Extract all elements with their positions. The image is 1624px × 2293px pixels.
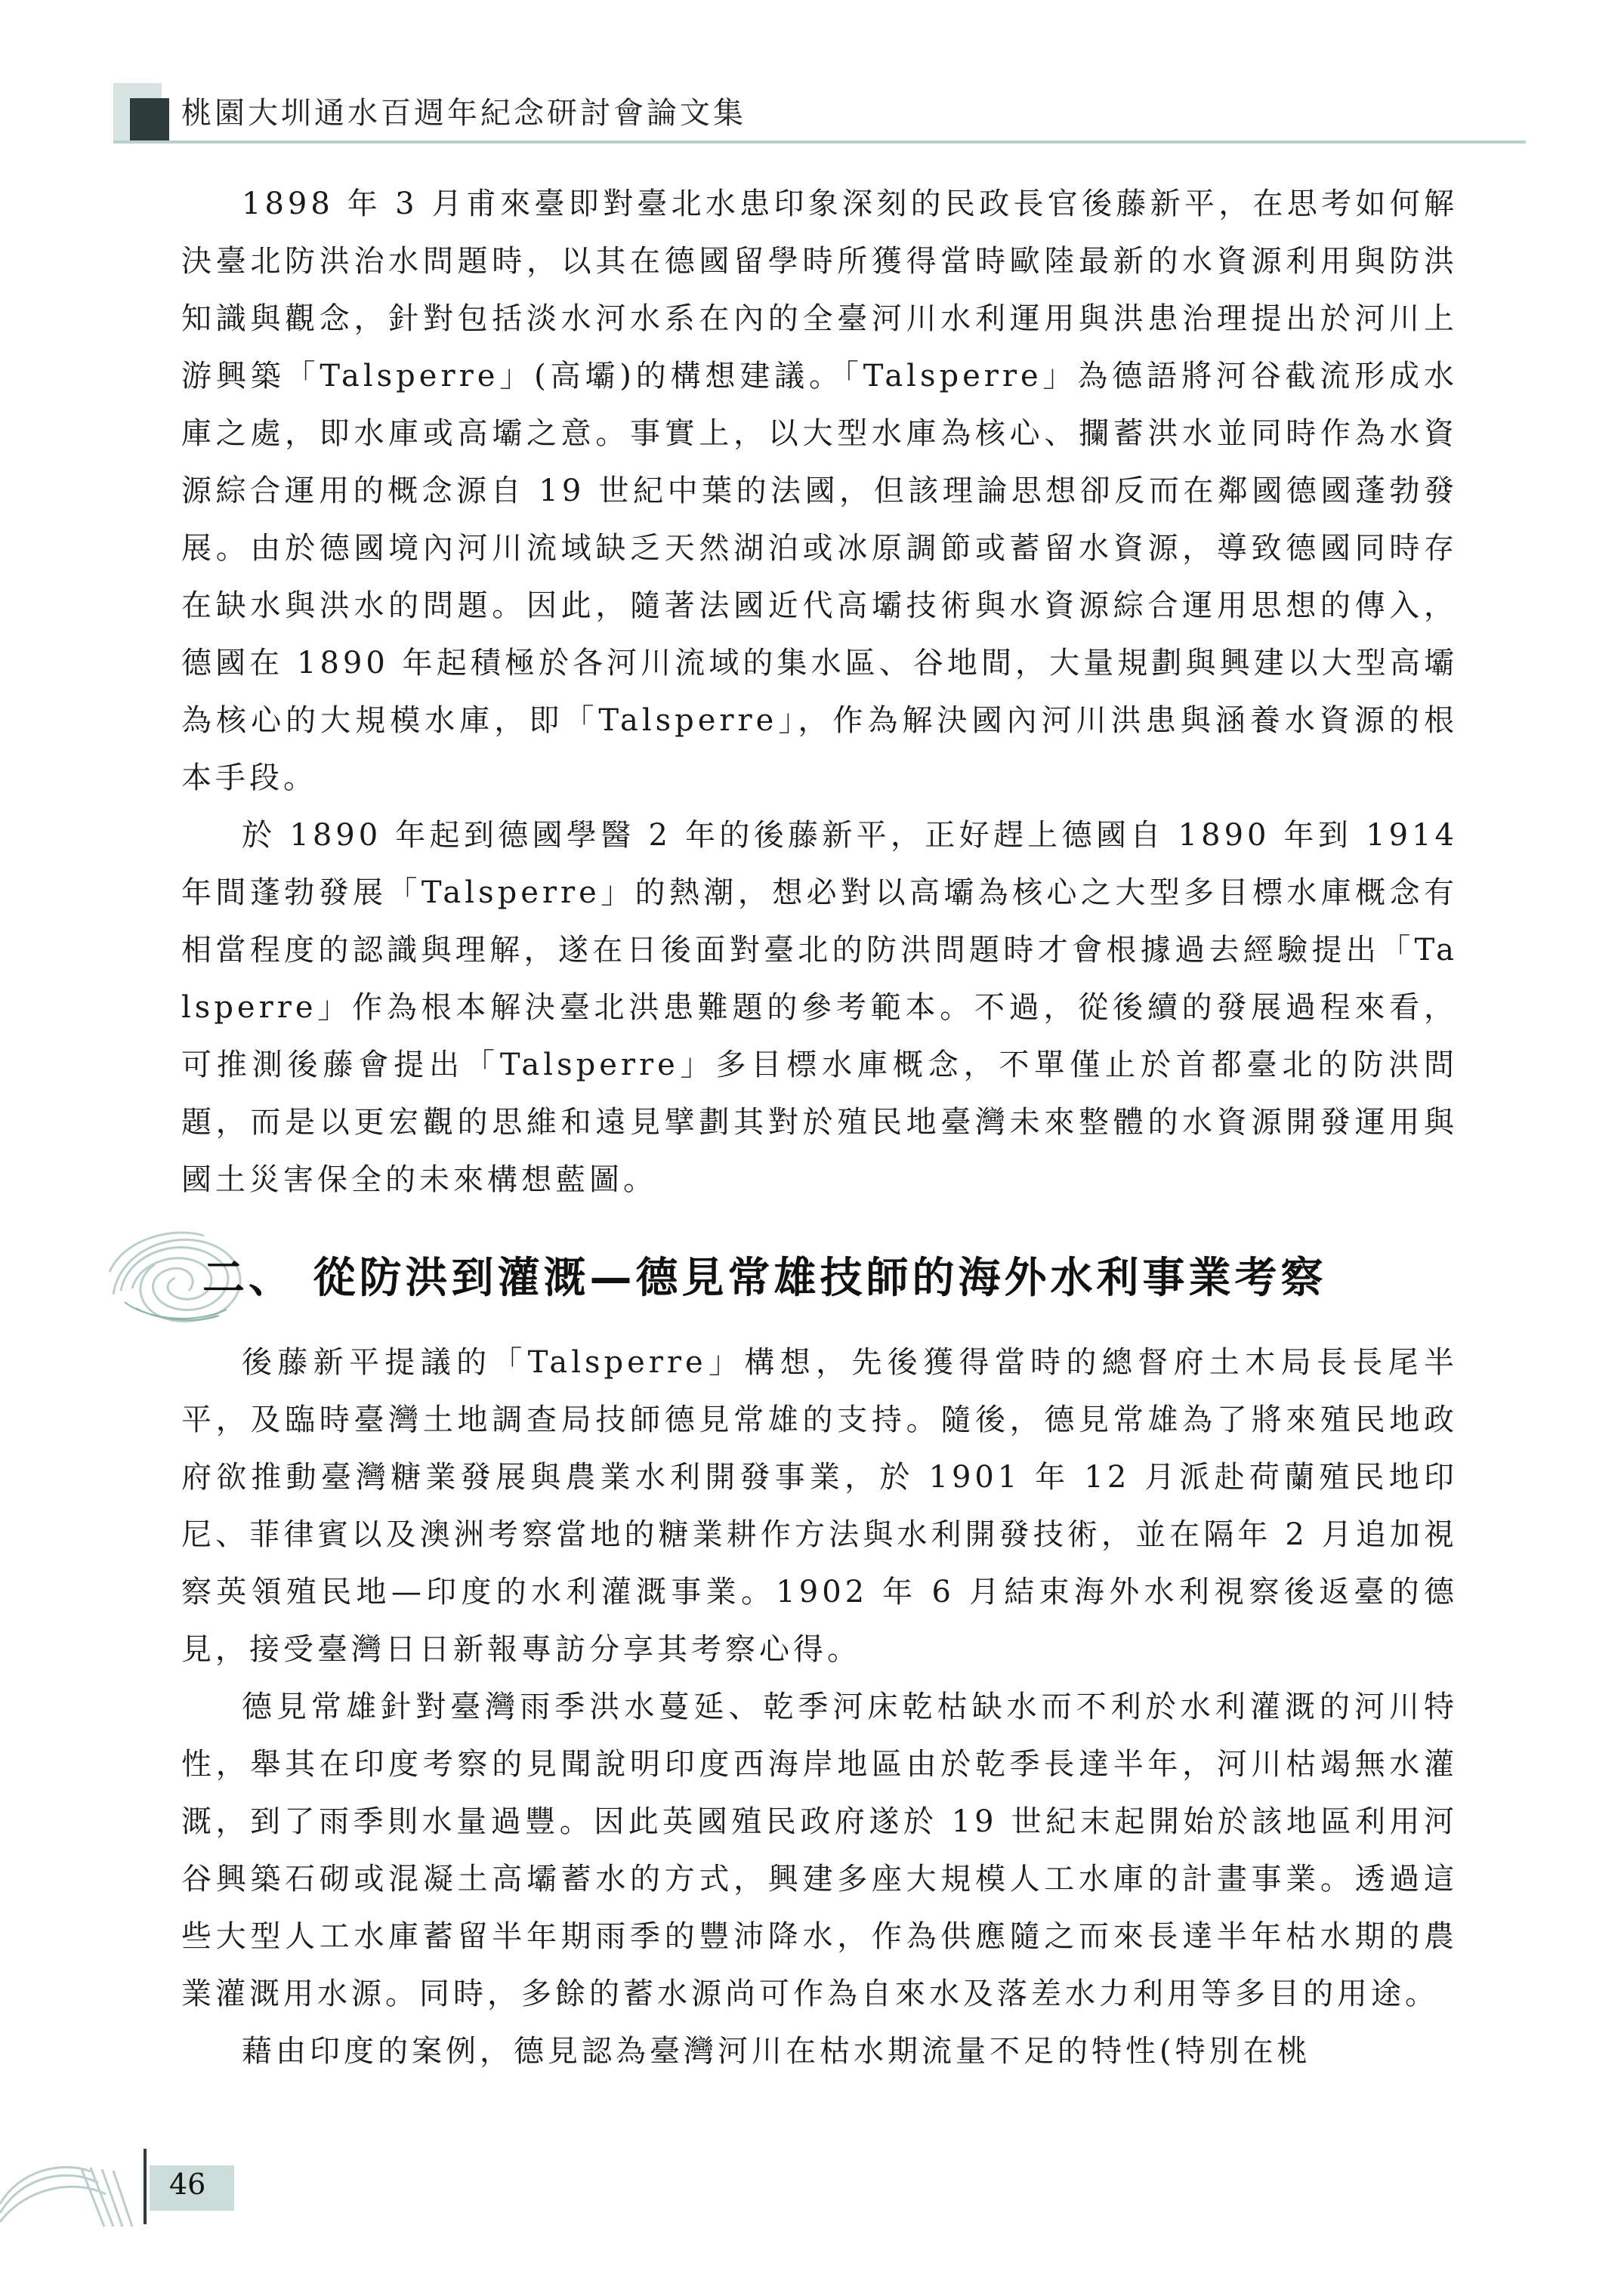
paragraph: 於 1890 年起到德國學醫 2 年的後藤新平，正好趕上德國自 1890 年到 1914 年間蓬勃發展「Talsperre」的熱潮，想必對以高壩為核心之大型多目標水庫概念有相當程度的認識與理解，遂在日後面對臺北的防洪問題時才會根據過去經驗提出「Talsperre」作為根本解決臺北洪患難題的參考範本。不過，從後續的發展過程來看，可推測後藤會提出「Talsperre」多目標水庫概念，不單僅止於首都臺北的防洪問題，而是以更宏觀的思維和遠見擘劃其對於殖民地臺灣未來整體的水資源開發運用與國土災害保全的未來構想藍圖。: [181, 818, 1458, 1197]
article-body: [181, 175, 1458, 2080]
section-heading: [181, 1219, 1458, 1332]
page-number: 46: [169, 2168, 206, 2201]
header-block-icon: [130, 98, 169, 140]
swirl-ornament-icon: [0, 2160, 140, 2228]
running-header-title: 桃園大圳通水百週年紀念研討會論文集: [181, 96, 746, 131]
paragraph: 1898 年 3 月甫來臺即對臺北水患印象深刻的民政長官後藤新平，在思考如何解決臺北防洪治水問題時，以其在德國留學時所獲得當時歐陸最新的水資源利用與防洪知識與觀念，針對包括淡水河水系在內的全臺河川水利運用與洪患治理提出於河川上游興築「Talsperre」(高壩)的構想建議。「Talsperre」為德語將河谷截流形成水庫之處，即水庫或高壩之意。事實上，以大型水庫為核心、攔蓄洪水並同時作為水資源綜合運用的概念源自 19 世紀中葉的法國，但該理論思想卻反而在鄰國德國蓬勃發展。由於德國境內河川流域缺乏天然湖泊或冰原調節或蓄留水資源，導致德國同時存在缺水與洪水的問題。因此，隨著法國近代高壩技術與水資源綜合運用思想的傳入，德國在 1890 年起積極於各河川流域的集水區、谷地間，大量規劃與興建以大型高壩為核心的大規模水庫，即「Talsperre」，作為解決國內河川洪患與涵養水資源的根本手段。: [181, 187, 1458, 795]
section-heading-text: 二、 從防洪到灌溉—德見常雄技師的海外水利事業考察: [202, 1254, 1327, 1303]
paragraph: 藉由印度的案例，德見認為臺灣河川在枯水期流量不足的特性(特別在桃: [242, 2034, 1311, 2069]
paragraph: 德見常雄針對臺灣雨季洪水蔓延、乾季河床乾枯缺水而不利於水利灌溉的河川特性，舉其在印度考察的見聞說明印度西海岸地區由於乾季長達半年，河川枯竭無水灌溉，到了雨季則水量過豐。因此英國殖民政府遂於 19 世紀末起開始於該地區利用河谷興築石砌或混凝土高壩蓄水的方式，興建多座大規模人工水庫的計畫事業。透過這些大型人工水庫蓄留半年期雨季的豐沛降水，作為供應隨之而來長達半年枯水期的農業灌溉用水源。同時，多餘的蓄水源尚可作為自來水及落差水力利用等多目的用途。: [181, 1690, 1458, 2011]
footer-divider: [144, 2149, 147, 2224]
header-rule: [113, 140, 1526, 144]
paragraph: 後藤新平提議的「Talsperre」構想，先後獲得當時的總督府土木局長長尾半平，及臨時臺灣土地調查局技師德見常雄的支持。隨後，德見常雄為了將來殖民地政府欲推動臺灣糖業發展與農業水利開發事業，於 1901 年 12 月派赴荷蘭殖民地印尼、菲律賓以及澳洲考察當地的糖業耕作方法與水利開發技術，並在隔年 2 月追加視察英領殖民地—印度的水利灌溉事業。1902 年 6 月結束海外水利視察後返臺的德見，接受臺灣日日新報專訪分享其考察心得。: [181, 1345, 1458, 1667]
